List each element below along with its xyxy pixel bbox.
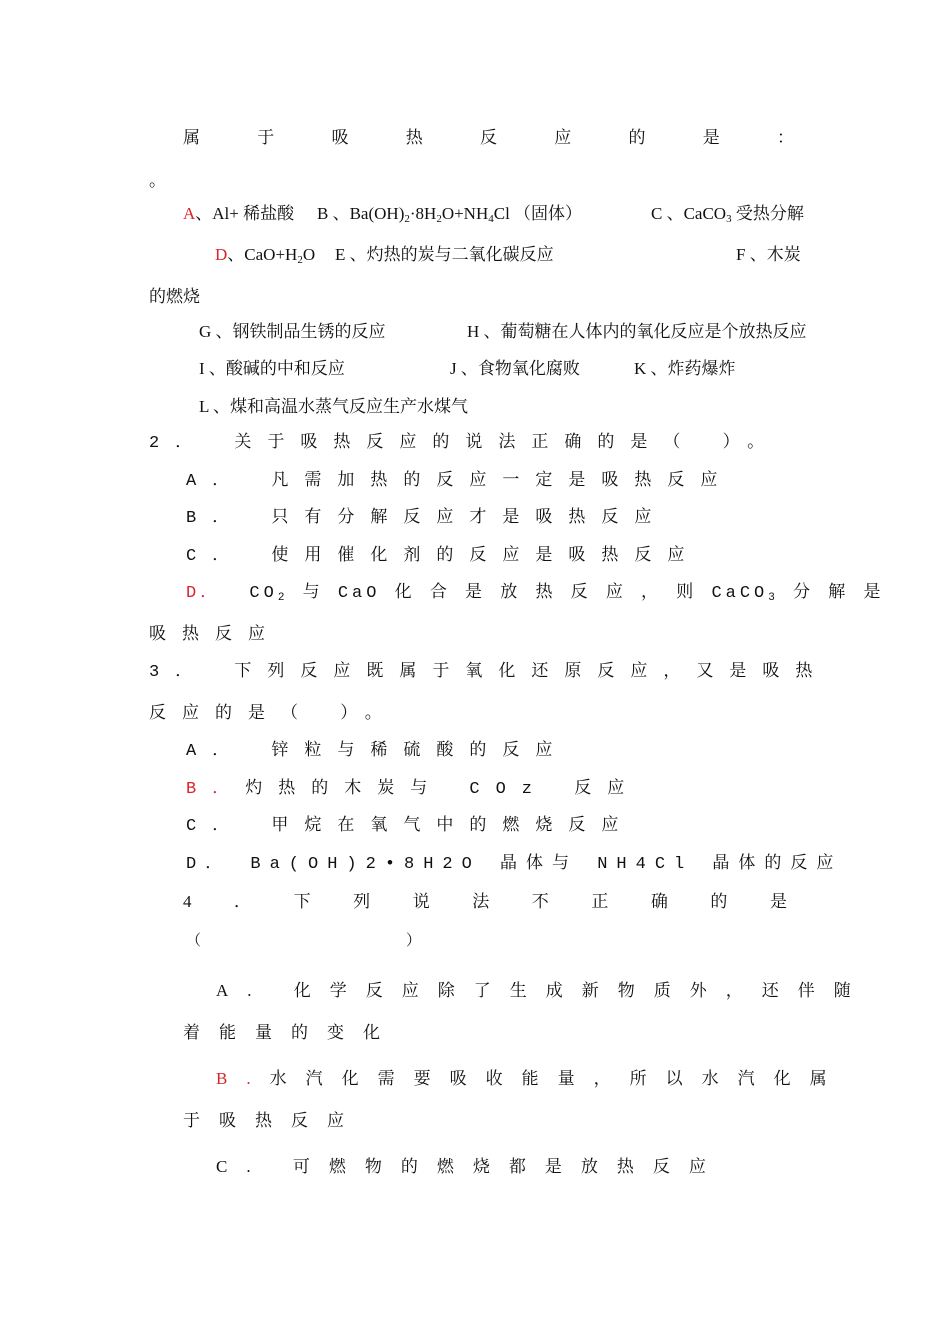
subscript: 2 bbox=[297, 254, 303, 266]
q4-stem-char: 正 bbox=[591, 892, 609, 911]
q1-stem-char: 于 bbox=[257, 128, 275, 147]
q2-option-b: B． 只有分解反应才是吸热反应 bbox=[186, 509, 668, 528]
q4-stem-char: 4 bbox=[183, 892, 192, 911]
q3-option-b-text: 灼热的木炭与 COz 反应 bbox=[245, 780, 641, 799]
q4-stem-char: 不 bbox=[531, 892, 549, 911]
q4-option-b-text: 水汽化需要吸收能量，所以水汽化属 bbox=[269, 1069, 846, 1088]
q4-option-a-cont: 着能量的变化 bbox=[183, 1023, 399, 1042]
q3-option-d: D． Ba(OH)2•8H2O 晶体与 NH4Cl 晶体的反应 bbox=[186, 855, 843, 874]
q1-option-i: I 、酸碱的中和反应 bbox=[199, 359, 345, 378]
q2-option-d-text: 分 解 是 bbox=[778, 584, 885, 603]
q1-option-a-letter: A bbox=[183, 204, 196, 223]
q2-option-d-text: 与 CaO 化 合 是 放 热 反 应 ， 则 CaCO bbox=[288, 584, 769, 603]
q1-option-f-cont: 的燃烧 bbox=[149, 287, 200, 306]
subscript: 4 bbox=[488, 213, 494, 225]
subscript: 2 bbox=[277, 592, 289, 604]
q1-stem bbox=[183, 127, 794, 149]
q1-option-b bbox=[317, 203, 582, 225]
q2-option-a: A． 凡需加热的反应一定是吸热反应 bbox=[186, 472, 734, 491]
q1-option-d-text: O bbox=[302, 245, 316, 264]
q4-stem-char: 的 bbox=[710, 892, 728, 911]
q1-option-d bbox=[215, 244, 315, 266]
q4-option-c: C. 可燃物的燃烧都是放热反应 bbox=[216, 1157, 725, 1176]
q1-stem-char: 反 bbox=[480, 128, 497, 147]
q4-stem-char: 法 bbox=[472, 892, 490, 911]
q1-row-1 bbox=[183, 203, 294, 225]
q4-option-b bbox=[216, 1068, 846, 1090]
q4-stem-char: ． bbox=[234, 892, 252, 911]
q1-stem-char: 热 bbox=[405, 128, 423, 147]
q2-option-d-letter: D． bbox=[186, 584, 222, 603]
q1-stem-char: 属 bbox=[183, 128, 200, 147]
q4-answer-paren: （ ） bbox=[186, 933, 520, 950]
q1-option-c-text: C 、CaCO bbox=[651, 204, 727, 223]
q1-option-c-text: 受热分解 bbox=[731, 204, 804, 223]
q1-option-h: H 、葡萄糖在人体内的氧化反应是个放热反应 bbox=[467, 322, 807, 341]
q4-stem-char: 下 bbox=[293, 892, 311, 911]
subscript: 3 bbox=[726, 213, 732, 225]
q1-option-g: G 、钢铁制品生锈的反应 bbox=[199, 322, 386, 341]
q1-option-e: E 、灼热的炭与二氧化碳反应 bbox=[335, 245, 554, 264]
q3-stem: 3． 下列反应既属于氧化还原反应，又是吸热 bbox=[149, 663, 829, 682]
q2-stem: 2． 关于吸热反应的说法正确的是（ ）。 bbox=[149, 434, 781, 453]
q4-stem-char: 说 bbox=[412, 892, 430, 911]
q1-option-a-text: 、Al+ 稀盐酸 bbox=[195, 204, 295, 223]
q1-stem-char: 的 bbox=[628, 128, 646, 147]
q4-stem bbox=[183, 891, 787, 913]
q4-option-b-cont: 于吸热反应 bbox=[183, 1111, 363, 1130]
q1-option-b-text: ·8H bbox=[409, 204, 437, 223]
q4-stem-char: 确 bbox=[650, 892, 668, 911]
q1-option-b-text: B 、Ba(OH) bbox=[317, 204, 405, 223]
q1-stem-char: 应 bbox=[554, 128, 572, 147]
q3-option-b-letter: B． bbox=[186, 780, 246, 799]
subscript: 2 bbox=[404, 213, 410, 225]
q4-option-b-letter: B. bbox=[216, 1069, 270, 1088]
q1-stem-end: 。 bbox=[149, 171, 166, 190]
q1-stem-char: 吸 bbox=[331, 128, 349, 147]
q1-stem-char: ： bbox=[777, 128, 794, 147]
q2-option-d-text: CO bbox=[249, 584, 278, 603]
q1-option-c bbox=[651, 203, 804, 225]
q1-option-f: F 、木炭 bbox=[736, 245, 801, 264]
q1-stem-char: 是 bbox=[702, 128, 720, 147]
q1-option-k: K 、炸药爆炸 bbox=[634, 359, 736, 378]
q1-option-b-text: O+NH bbox=[441, 204, 489, 223]
q1-option-d-text: 、CaO+H bbox=[227, 245, 298, 264]
q3-option-b bbox=[186, 779, 640, 801]
q3-option-a: A． 锌粒与稀硫酸的反应 bbox=[186, 742, 569, 761]
subscript: 3 bbox=[768, 592, 779, 604]
q4-stem-char: 列 bbox=[353, 892, 371, 911]
q1-option-l: L 、煤和高温水蒸气反应生产水煤气 bbox=[199, 397, 469, 416]
q3-stem-cont: 反应的是（ ）。 bbox=[149, 705, 398, 724]
q3-option-c: C． 甲烷在氧气中的燃烧反应 bbox=[186, 817, 635, 836]
q1-option-d-letter: D bbox=[215, 245, 228, 264]
q4-option-a: A. 化学反应除了生成新物质外，还伴随 bbox=[216, 981, 870, 1000]
q2-option-c: C． 使用催化剂的反应是吸热反应 bbox=[186, 547, 701, 566]
q1-option-b-text: Cl （固体） bbox=[493, 204, 583, 223]
q4-stem-char: 是 bbox=[769, 892, 787, 911]
q1-option-j: J 、食物氧化腐败 bbox=[450, 359, 580, 378]
subscript: 2 bbox=[436, 213, 442, 225]
q2-option-d-cont: 吸热反应 bbox=[149, 626, 281, 645]
q2-option-d bbox=[186, 583, 884, 605]
